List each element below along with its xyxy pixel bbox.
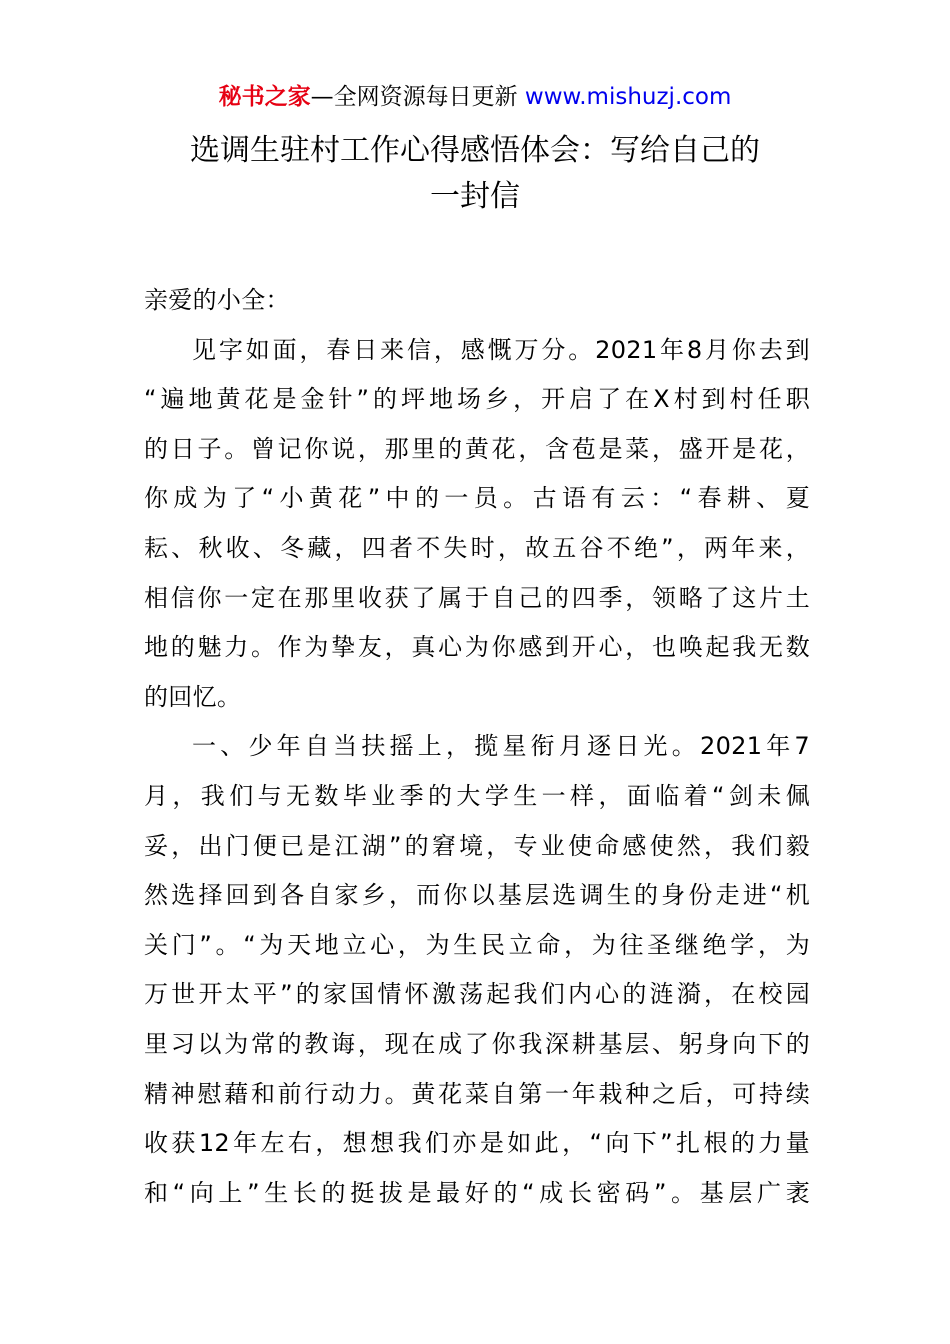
header-tagline: —全网资源每日更新 bbox=[310, 84, 518, 110]
page-header bbox=[0, 82, 950, 112]
text-line: 关门”。“为天地立心，为生民立命，为往圣继绝学，为 bbox=[144, 930, 810, 959]
text-line: 见字如面，春日来信，感慨万分。2021年8月你去到 bbox=[192, 335, 810, 364]
text-line: 万世开太平”的家国情怀激荡起我们内心的涟漪，在校园 bbox=[144, 980, 810, 1009]
section-heading-line: 一、少年自当扶摇上，揽星衔月逐日光。2021年7 bbox=[192, 732, 810, 761]
text-line: 和“向上”生长的挺拔是最好的“成长密码”。基层广袤 bbox=[144, 1178, 810, 1207]
text-line: 地的魅力。作为挚友，真心为你感到开心，也唤起我无数 bbox=[144, 633, 810, 662]
salutation: 亲爱的小全： bbox=[144, 286, 290, 314]
document-title bbox=[100, 128, 850, 220]
text-line: 耘、秋收、冬藏，四者不失时，故五谷不绝”，两年来， bbox=[144, 533, 810, 562]
text-line: 里习以为常的教诲，现在成了你我深耕基层、躬身向下的 bbox=[144, 1029, 810, 1058]
text-line: 精神慰藉和前行动力。黄花菜自第一年栽种之后，可持续 bbox=[144, 1079, 810, 1108]
letter-body bbox=[144, 276, 810, 1218]
text-line: 妥，出门便已是江湖”的窘境，专业使命感使然，我们毅 bbox=[144, 831, 810, 860]
text-line: 你成为了“小黄花”中的一员。古语有云：“春耕、夏 bbox=[144, 484, 810, 513]
text-line: 月，我们与无数毕业季的大学生一样，面临着“剑未佩 bbox=[144, 781, 810, 810]
title-line-2: 一封信 bbox=[430, 179, 520, 214]
text-line: 相信你一定在那里收获了属于自己的四季，领略了这片土 bbox=[144, 583, 810, 612]
title-line-1: 选调生驻村工作心得感悟体会：写给自己的 bbox=[190, 133, 760, 168]
brand-name: 秘书之家 bbox=[218, 84, 311, 110]
text-line: 然选择回到各自家乡，而你以基层选调生的身份走进“机 bbox=[144, 881, 810, 910]
site-url-link[interactable]: www.mishuzj.com bbox=[524, 84, 732, 110]
text-line: 的日子。曾记你说，那里的黄花，含苞是菜，盛开是花， bbox=[144, 434, 810, 463]
text-line: 的回忆。 bbox=[144, 682, 242, 711]
text-line: 收获12年左右，想想我们亦是如此，“向下”扎根的力量 bbox=[144, 1129, 810, 1158]
text-line: “遍地黄花是金针”的坪地场乡，开启了在X村到村任职 bbox=[144, 385, 810, 414]
